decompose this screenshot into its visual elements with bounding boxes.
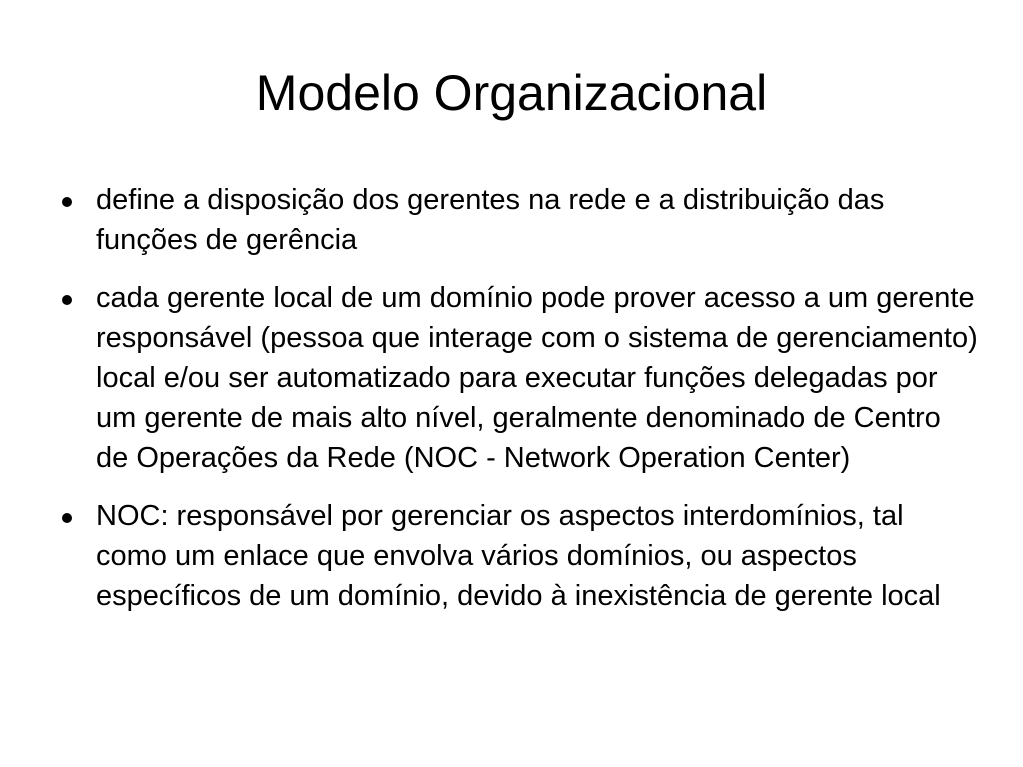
bullet-item [60, 278, 980, 478]
bullet-list [60, 180, 980, 634]
bullet-dot-icon [62, 295, 72, 305]
bullet-dot-icon [62, 513, 72, 523]
bullet-item [60, 180, 980, 260]
slide-title: Modelo Organizacional [255, 65, 768, 121]
bullet-text: NOC: responsável por gerenciar os aspectos interdomínios, tal como um enlace que envolva vários domínios, ou aspectos específicos de um domínio, devido à inexistência de gerente local [96, 500, 941, 612]
bullet-item [60, 496, 980, 616]
bullet-text: define a disposição dos gerentes na rede e a distribuição das funções de gerência [96, 184, 885, 256]
bullet-text: cada gerente local de um domínio pode prover acesso a um gerente responsável (pessoa que interage com o sistema de gerenciamento) local e/ou ser automatizado para executar funções delegadas por um gerente de mais alto nível, geralmente denominado de Centro de Operações da Rede (NOC - Network Operation Center) [96, 282, 978, 474]
bullet-dot-icon [62, 197, 72, 207]
